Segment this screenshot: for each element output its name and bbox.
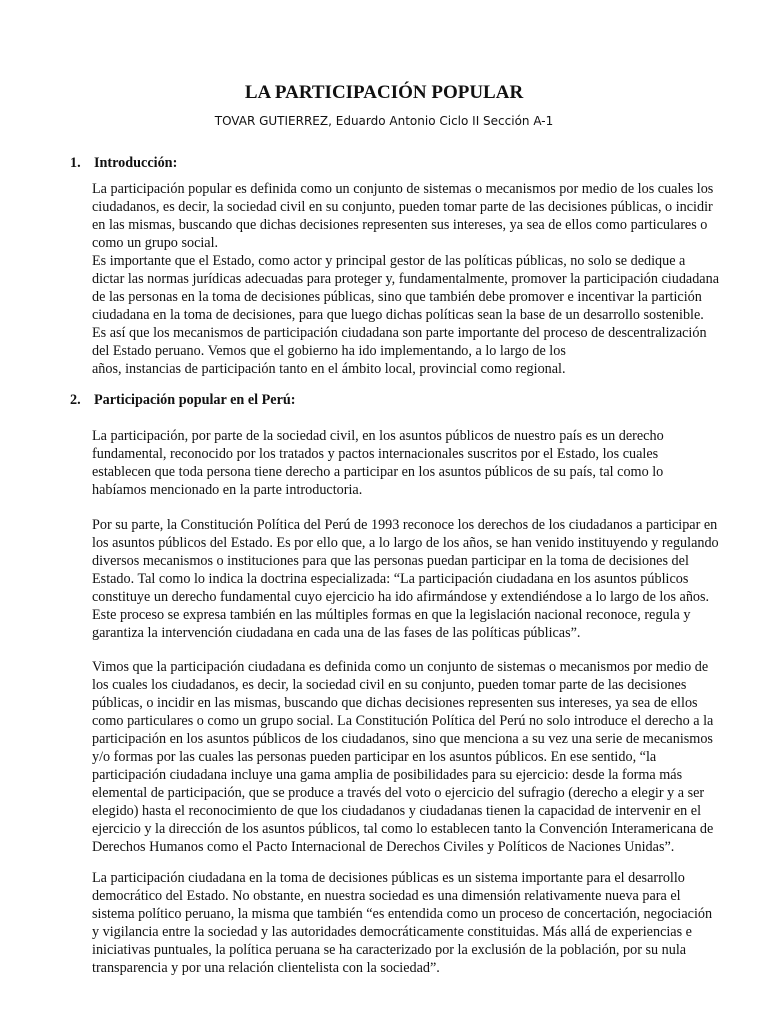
section-heading-peru: [70, 392, 296, 409]
section-title: Participación popular en el Perú:: [94, 392, 296, 408]
text-line: establecen que toda persona tiene derecho a participar en los asuntos públicos de su país, tal como lo: [92, 464, 664, 480]
text-line: Por su parte, la Constitución Política del Perú de 1993 reconoce los derechos de los ciudadanos a participar en: [92, 517, 718, 533]
text-line: Vimos que la participación ciudadana es definida como un conjunto de sistemas o mecanismos por medio de: [92, 659, 709, 675]
intro-paragraph: [92, 180, 732, 378]
paragraph-constitucion: [92, 516, 732, 642]
text-line: democrático del Estado. No obstante, en nuestra sociedad es una dimensión relativamente nueva para el: [92, 888, 681, 904]
text-line: como un grupo social.: [92, 235, 219, 251]
text-line: iniciativas puntuales, la política peruana se ha caracterizado por la exclusión de la población, por su nula: [92, 942, 687, 958]
text-line: transparencia y por una relación clientelista con la sociedad”.: [92, 960, 440, 976]
text-line: participación en los asuntos públicos de los ciudadanos, sino que menciona a su vez una serie de mecanismos: [92, 731, 713, 747]
section-number: 2.: [70, 392, 81, 408]
text-line: años, instancias de participación tanto en el ámbito local, provincial como regional.: [92, 361, 566, 377]
text-line: del Estado peruano. Vemos que el gobierno ha ido implementando, a lo largo de los: [92, 343, 566, 359]
text-line: habíamos mencionado en la parte introductoria.: [92, 482, 363, 498]
paragraph-mecanismos: [92, 658, 732, 856]
text-line: los asuntos públicos del Estado. Es por ello que, a lo largo de los años, se han venido instituyendo y regulando: [92, 535, 719, 551]
text-line: dictar las normas jurídicas adecuadas para proteger y, fundamentalmente, promover la participación ciudadana: [92, 271, 719, 287]
text-line: sistema político peruano, la misma que también “es entendida como un proceso de concertación, negociación: [92, 906, 713, 922]
text-line: de las personas en la toma de decisiones públicas, sino que también debe promover e incentivar la partición: [92, 289, 702, 305]
text-line: diversos mecanismos o instituciones para que las personas puedan participar en la toma de decisiones del: [92, 553, 689, 569]
text-line: constituye un derecho fundamental cuyo ejercicio ha ido afirmándose y extendiéndose a lo largo de los años.: [92, 589, 710, 605]
text-line: y vigilancia entre la sociedad y las autoridades democráticamente constituidas. Más allá de experiencias e: [92, 924, 692, 940]
text-line: garantiza la intervención ciudadana en cada una de las fases de las políticas públicas”.: [92, 625, 581, 641]
text-line: Es así que los mecanismos de participación ciudadana son parte importante del proceso de descentralización: [92, 325, 707, 341]
text-line: los cuales los ciudadanos, es decir, la sociedad civil en su conjunto, pueden tomar parte de las decisiones: [92, 677, 687, 693]
text-line: ejercicio y la dirección de los asuntos públicos, tal como lo establecen tanto la Convención Interamericana de: [92, 821, 714, 837]
paragraph-desarrollo-democratico: [92, 869, 732, 977]
text-line: participación ciudadana incluye una gama amplia de posibilidades para su ejercicio: desde la forma más: [92, 767, 683, 783]
text-line: y/o formas por las cuales las personas pueden participar en los asuntos públicos. En ese sentido, “la: [92, 749, 657, 765]
document-title: LA PARTICIPACIÓN POPULAR: [244, 82, 524, 103]
text-line: Derechos Humanos como el Pacto Internacional de Derechos Civiles y Políticos de Naciones Unidas”.: [92, 839, 675, 855]
author-line: TOVAR GUTIERREZ, Eduardo Antonio Ciclo II Sección A-1: [214, 114, 554, 128]
text-line: ciudadanos, es decir, la sociedad civil en su conjunto, pueden tomar parte de las decisiones públicas, o incidir: [92, 199, 713, 215]
text-line: como particulares o como un grupo social. La Constitución Política del Perú no solo introduce el derecho a la: [92, 713, 714, 729]
text-line: La participación ciudadana en la toma de decisiones públicas es un sistema importante para el desarrollo: [92, 870, 685, 886]
text-line: elemental de participación, que se produce a través del voto o ejercicio del sufragio (derecho a elegir y a ser: [92, 785, 705, 801]
text-line: Estado. Tal como lo indica la doctrina especializada: “La participación ciudadana en los asuntos públicos: [92, 571, 689, 587]
text-line: La participación popular es definida como un conjunto de sistemas o mecanismos por medio de los cuales los: [92, 181, 714, 197]
paragraph-derecho-fundamental: [92, 427, 732, 499]
text-line: La participación, por parte de la sociedad civil, en los asuntos públicos de nuestro país es un derecho: [92, 428, 664, 444]
text-line: Es importante que el Estado, como actor y principal gestor de las políticas públicas, no solo se dedique a: [92, 253, 686, 269]
text-line: Este proceso se expresa también en las múltiples formas en que la legislación nacional reconoce, regula y: [92, 607, 691, 623]
text-line: elegido) hasta el reconocimiento de que los ciudadanos y ciudadanas tienen la capacidad de intervenir en el: [92, 803, 702, 819]
section-number: 1.: [70, 155, 81, 171]
section-heading-introduccion: [70, 155, 177, 172]
text-line: ciudadana en la toma de decisiones, para que luego dichas políticas sean la base de un desarrollo sostenible.: [92, 307, 704, 323]
text-line: fundamental, reconocido por los tratados y pactos internacionales suscritos por el Estado, los cuales: [92, 446, 659, 462]
text-line: públicas, o incidir en las mismas, buscando que dichas decisiones representen sus intereses, ya sea de ellos: [92, 695, 698, 711]
section-title: Introducción:: [94, 155, 178, 171]
text-line: en las mismas, buscando que dichas decisiones representen sus intereses, ya sea de ellos como particulares o: [92, 217, 708, 233]
